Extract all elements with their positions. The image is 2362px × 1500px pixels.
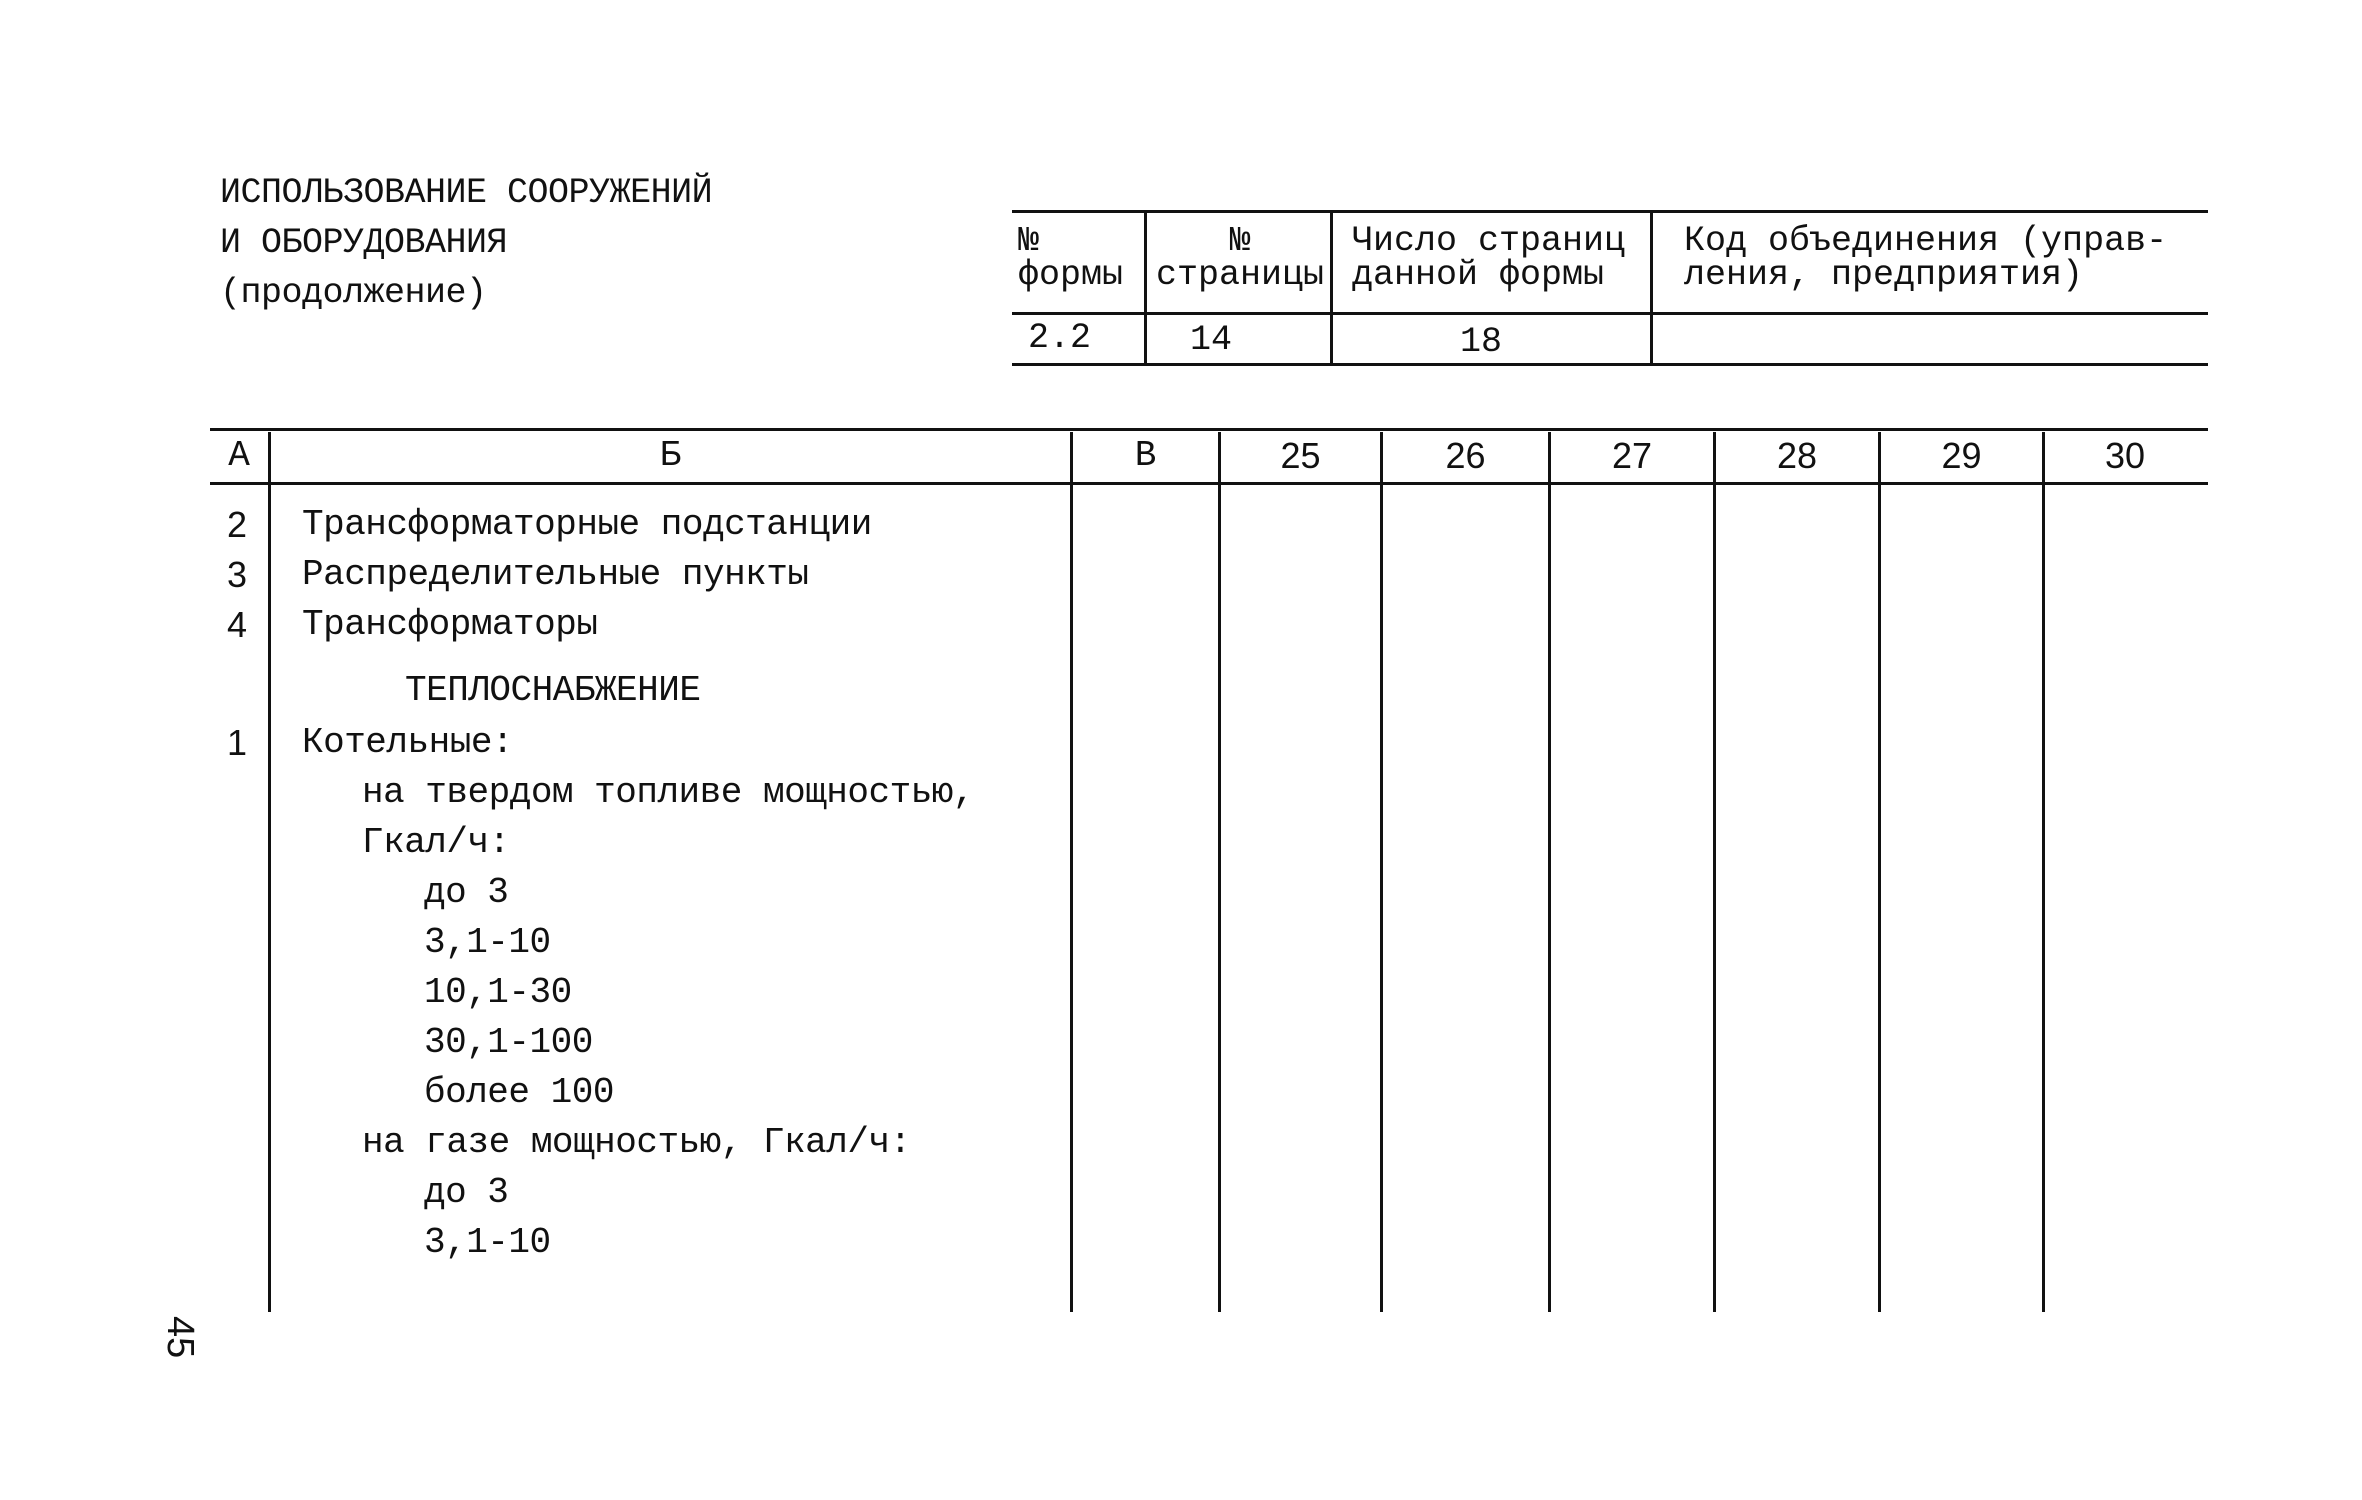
document-title [220, 168, 712, 318]
row-11-label: 30,1-100 [424, 1022, 593, 1063]
info-divider-1 [1144, 210, 1147, 366]
page-number: 45 [159, 1316, 201, 1359]
col-divider-v [1218, 432, 1221, 1312]
row-9-label: 3,1-10 [424, 922, 551, 963]
row-15-label: 3,1-10 [424, 1222, 551, 1263]
column-header-28: 28 [1776, 435, 1818, 476]
page-count-header: Число страниц данной формы [1352, 221, 1626, 295]
column-header-25: 25 [1280, 435, 1321, 476]
row-10-label: 10,1-30 [424, 972, 572, 1013]
column-header-26: 26 [1445, 435, 1486, 476]
row-8-label: до 3 [424, 872, 509, 913]
form-number-header: № формы [1018, 221, 1124, 295]
row-5-number: 1 [226, 722, 248, 763]
column-header-29: 29 [1941, 435, 1982, 476]
table-header-rule [210, 482, 2208, 485]
row-1-number: 2 [226, 504, 248, 545]
row-13-label: на газе мощностью, Гкал/ч: [362, 1122, 911, 1163]
column-header-27: 27 [1611, 435, 1653, 476]
info-mid-rule [1012, 312, 2208, 315]
info-bottom-rule [1012, 363, 2208, 366]
form-number-value: 2.2 [1028, 318, 1092, 358]
col-divider-26 [1548, 432, 1551, 1312]
column-header-b: Б [659, 435, 682, 476]
column-header-v: В [1134, 435, 1157, 476]
page-number-header: № страницы [1155, 221, 1325, 295]
info-divider-3 [1650, 210, 1653, 366]
section-heading: ТЕПЛОСНАБЖЕНИЕ [405, 670, 701, 711]
page-count-value: 18 [1460, 322, 1503, 362]
page-number-value: 14 [1190, 320, 1233, 360]
row-7-label: Гкал/ч: [362, 822, 510, 863]
row-14-label: до 3 [424, 1172, 509, 1213]
row-2-number: 3 [226, 554, 248, 595]
col-divider-25 [1380, 432, 1383, 1312]
column-header-a: А [228, 435, 250, 476]
column-header-30: 30 [2104, 435, 2146, 476]
usage-table [210, 428, 2208, 1318]
col-divider-b [1070, 432, 1073, 1312]
row-12-label: более 100 [424, 1072, 614, 1113]
title-line-2: И ОБОРУДОВАНИЯ [220, 223, 508, 263]
org-code-header: Код объединения (управ- ления, предприятия) [1684, 221, 2168, 295]
col-divider-a [268, 432, 271, 1312]
row-6-label: на твердом топливе мощностью, [362, 772, 975, 813]
title-line-1: ИСПОЛЬЗОВАНИЕ СООРУЖЕНИЙ [220, 173, 713, 213]
title-line-3: (продолжение) [220, 273, 487, 313]
form-info-table [1012, 210, 2208, 366]
col-divider-28 [1878, 432, 1881, 1312]
col-divider-27 [1713, 432, 1716, 1312]
info-top-rule [1012, 210, 2208, 213]
row-1-label: Трансформаторные подстанции [302, 504, 872, 545]
row-2-label: Распределительные пункты [302, 554, 809, 595]
col-divider-29 [2042, 432, 2045, 1312]
table-top-rule [210, 428, 2208, 431]
info-divider-2 [1330, 210, 1333, 366]
row-3-number: 4 [226, 604, 248, 645]
row-3-label: Трансформаторы [302, 604, 598, 645]
row-5-label: Котельные: [302, 722, 514, 763]
